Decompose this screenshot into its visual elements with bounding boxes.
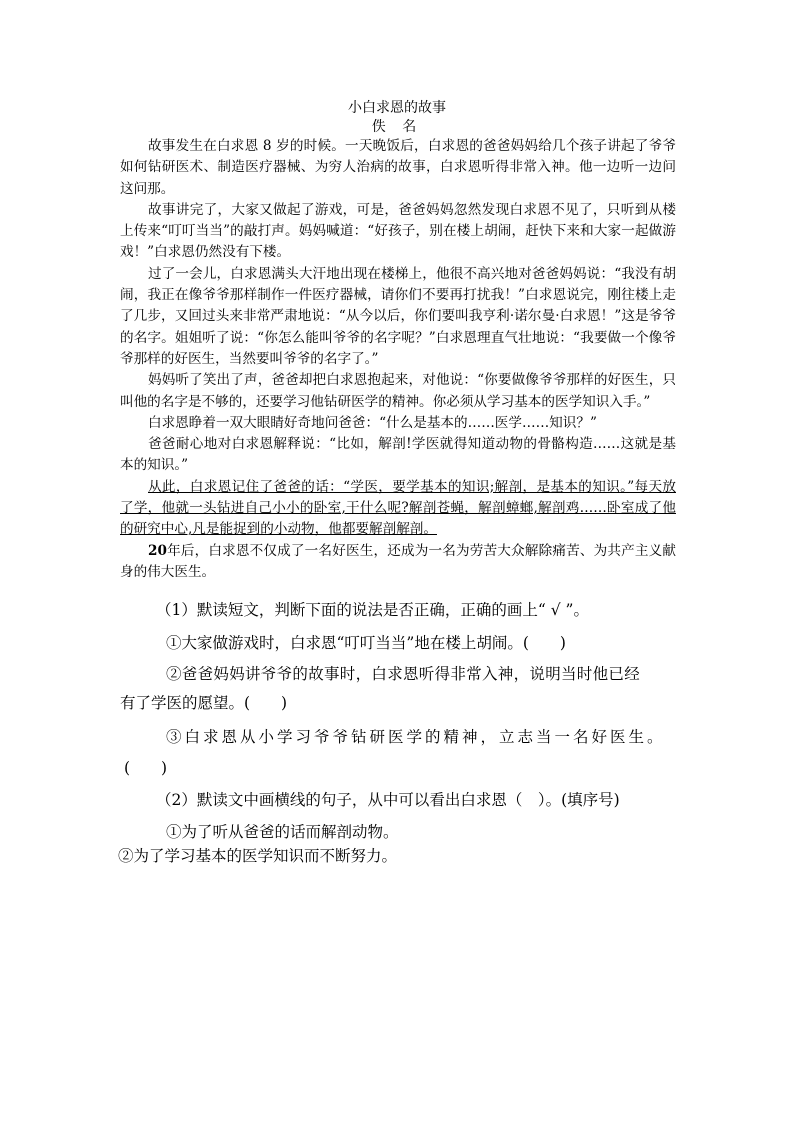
question-1-heading: （1）默读短文，判断下面的说法是否正确，正确的画上“ √ ”。: [156, 601, 589, 619]
question-1-item-b-line1: ②爸爸妈妈讲爷爷的故事时，白求恩听得非常入神，说明当时他已经: [166, 665, 641, 683]
question-1-item-c-line2: ( ): [124, 759, 168, 777]
question-1-item-b-line2: 有了学医的愿望。( ): [120, 694, 288, 712]
story-paragraph-2: 故事讲完了，大家又做起了游戏，可是，爸爸妈妈忽然发现白求恩不见了，只听到从楼上传来“叮叮当当”的敲打声。妈妈喊道：“好孩子，别在楼上胡闹，赶快下来和大家一起做游戏！”白求恩仍然没有下楼。: [120, 201, 676, 261]
story-paragraph-5: 白求恩睁着一双大眼睛好奇地问爸爸：“什么是基本的……医学……知识？”: [148, 414, 597, 431]
story-paragraph-6: 爸爸耐心地对白求恩解释说：“比如，解剖!学医就得知道动物的骨骼构造……这就是基本的知识。”: [120, 436, 676, 474]
story-title: 小白求恩的故事: [348, 100, 446, 116]
story-paragraph-1: 故事发生在白求恩 8 岁的时候。一天晚饭后，白求恩的爸爸妈妈给几个孩子讲起了爷爷如何钻研医术、制造医疗器械、为穷人治病的故事，白求恩听得非常入神。他一边听一边问这问那。: [120, 138, 676, 197]
question-2-heading: （2）默读文中画横线的句子，从中可以看出白求恩（ ）。(填序号): [156, 791, 620, 809]
story-body: [120, 136, 676, 583]
question-1-item-c-line1: ③白求恩从小学习爷爷钻研医学的精神，立志当一名好医生。: [166, 728, 666, 746]
question-2-option-a: ①为了听从爸爸的话而解剖动物。: [166, 823, 399, 841]
question-2-option-b: ②为了学习基本的医学知识而不断努力。: [118, 847, 398, 865]
story-paragraph-7-underlined: 从此，白求恩记住了爸爸的话：“学医，要学基本的知识;解剖，是基本的知识。”每天放了学，他就一头钻进自己小小的卧室,干什么呢?解剖苍蝇，解剖蟑螂,解剖鸡……卧室成了他的研究中心,凡是能捉到的小动物，他都要解剖解剖。: [120, 478, 676, 538]
story-paragraph-3: 过了一会儿，白求恩满头大汗地出现在楼梯上，他很不高兴地对爸爸妈妈说：“我没有胡闹，我正在像爷爷那样制作一件医疗器械，请你们不要再打扰我！”白求恩说完，刚往楼上走了几步，又回过头来非常严肃地说：“从今以后，你们要叫我亨利·诺尔曼·白求恩！”这是爷爷的名字。姐姐听了说：“你怎么能叫爷爷的名字呢？”白求恩理直气壮地说：“我要做一个像爷爷那样的好医生，当然要叫爷爷的名字了。”: [120, 265, 676, 367]
story-paragraph-8: [120, 541, 676, 584]
story-paragraph-4: 妈妈听了笑出了声，爸爸却把白求恩抱起来，对他说：“你要做像爷爷那样的好医生，只叫他的名字是不够的，还要学习他钻研医学的精神。你必须从学习基本的医学知识入手。”: [120, 372, 676, 410]
story-years-number: 20: [148, 542, 167, 559]
story-author: 佚 名: [371, 119, 423, 135]
story-paragraph-8-text: 年后，白求恩不仅成了一名好医生，还成为一名为劳苦大众解除痛苦、为共产主义献身的伟大医生。: [120, 542, 676, 580]
question-1-item-a: ①大家做游戏时，白求恩“叮叮当当”地在楼上胡闹。( ): [166, 634, 566, 652]
